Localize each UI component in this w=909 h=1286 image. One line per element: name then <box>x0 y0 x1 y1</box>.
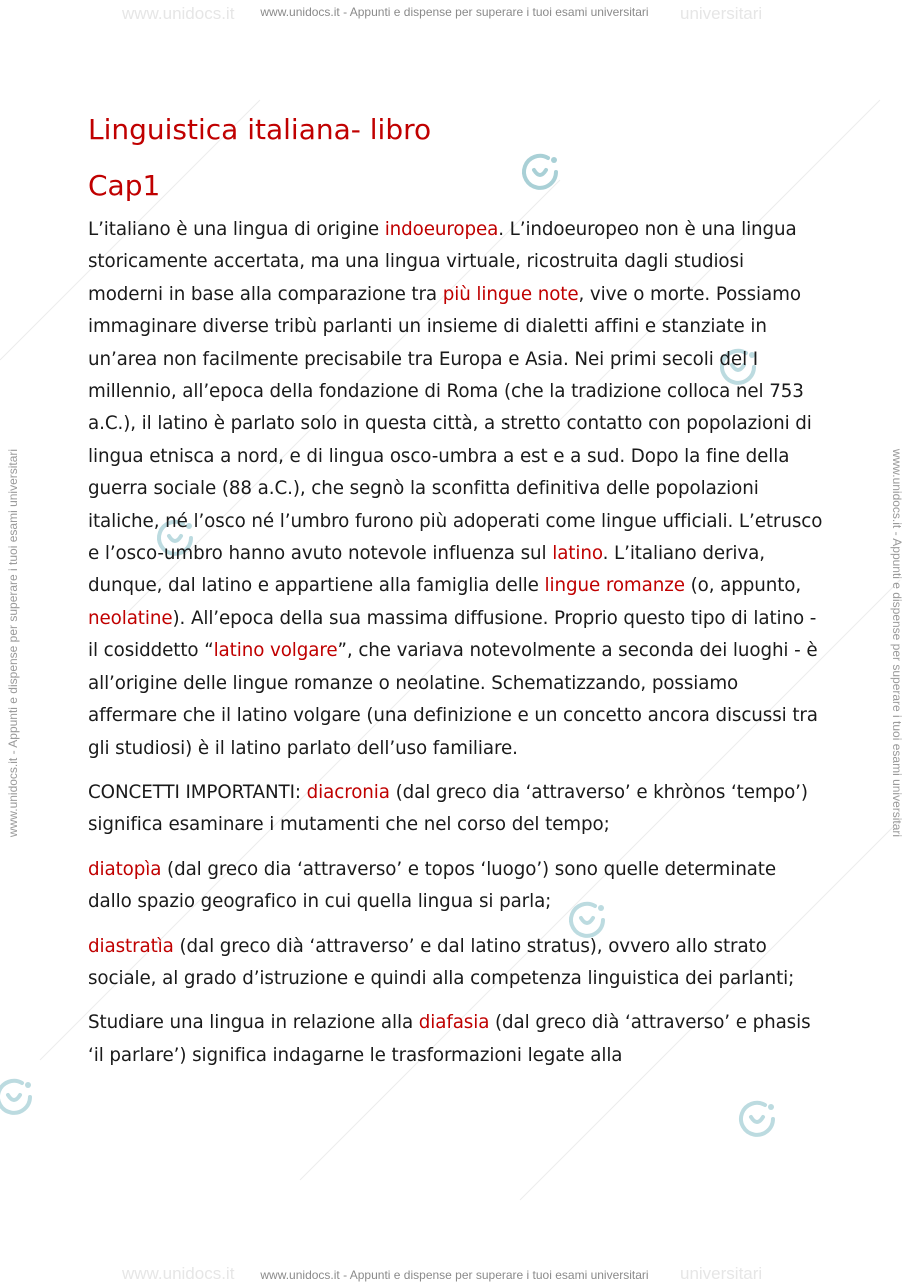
text-segment: Studiare una lingua in relazione alla <box>88 1012 419 1034</box>
footer-watermark: www.unidocs.it - Appunti e dispense per superare i tuoi esami universitari <box>260 1268 649 1282</box>
text-segment: CONCETTI IMPORTANTI: <box>88 781 307 803</box>
paragraph <box>88 1007 823 1072</box>
highlighted-term: indoeuropea <box>384 219 499 240</box>
paragraph <box>88 214 823 765</box>
header-watermark: www.unidocs.it - Appunti e dispense per superare i tuoi esami universitari <box>260 5 649 19</box>
text-segment: . L’italiano deriva, dunque, dal latino e appartiene alla famiglia delle <box>88 543 765 597</box>
side-watermark-left: www.unidocs.it - Appunti e dispense per superare i tuoi esami universitari <box>6 448 20 838</box>
highlighted-term: diacronia <box>306 781 390 803</box>
highlighted-term: latino volgare <box>213 640 338 662</box>
highlighted-term: neolatine <box>88 607 173 629</box>
unidocs-logo-icon <box>735 1097 779 1141</box>
side-watermark-right: www.unidocs.it - Appunti e dispense per superare i tuoi esami universitari <box>890 448 904 838</box>
ghost-watermark-footer-right: universitari <box>680 1264 763 1283</box>
text-segment: ). All’epoca della sua massima diffusione. Proprio questo tipo di latino - il cosiddetto “ <box>88 607 817 662</box>
highlighted-term: diastratìa <box>88 935 174 957</box>
document-content <box>88 108 823 1084</box>
text-segment: (dal greco dia ‘attraverso’ e khrònos ‘tempo’) significa esaminare i mutamenti che nel corso del tempo; <box>88 781 808 836</box>
paragraph <box>88 777 823 842</box>
paragraph-list <box>88 214 823 1072</box>
highlighted-term: lingue romanze <box>544 575 685 597</box>
highlighted-term: diafasia <box>418 1012 490 1034</box>
text-segment: , vive o morte. Possiamo immaginare diverse tribù parlanti un insieme di dialetti affini e stanziate in un’area non facilmente precisabile tra Europa e Asia. Nei primi secoli del I millennio, all’epoca della fondazione di Roma (che la tradizione colloca nel 753 a.C.), il latino è parlato solo in questa città, a stretto contatto con popolazioni di lingua etnisca a nord, e di lingua osco-umbra a est e a sud. Dopo la fine della guerra sociale (88 a.C.), che segnò la sconfitta definitiva delle popolazioni italiche, né l’osco né l’umbro furono più adoperati come lingue ufficiali. L’etrusco e l’osco-umbro hanno avuto notevole influenza sul <box>88 283 823 565</box>
text-segment: (dal greco dia ‘attraverso’ e topos ‘luogo’) sono quelle determinate dallo spazio geografico in cui quella lingua si parla; <box>88 858 776 913</box>
text-segment: (dal greco dià ‘attraverso’ e dal latino stratus), ovvero allo strato sociale, al grado d’istruzione e quindi alla competenza linguistica dei parlanti; <box>88 935 795 989</box>
text-segment: . L’indoeuropeo non è una lingua storicamente accertata, ma una lingua virtuale, ricostruita dagli studiosi moderni in base alla comparazione tra <box>88 219 797 305</box>
ghost-watermark-footer-left: www.unidocs.it <box>122 1264 235 1283</box>
highlighted-term: latino <box>552 543 603 565</box>
text-segment: (dal greco dià ‘attraverso’ e phasis ‘il parlare’) significa indagarne le trasformazioni legate alla <box>88 1012 811 1066</box>
highlighted-term: più lingue note <box>442 283 579 305</box>
highlighted-term: diatopìa <box>88 858 162 880</box>
paragraph <box>88 854 823 919</box>
text-segment: L’italiano è una lingua di origine <box>88 219 385 240</box>
paragraph <box>88 931 823 996</box>
unidocs-logo-icon <box>0 1075 36 1119</box>
text-segment: ”, che variava notevolmente a seconda dei luoghi - è all’origine delle lingue romanze o neolatine. Schematizzando, possiamo affermare che il latino volgare (una definizione e un concetto ancora discussi tra gli studiosi) è il latino parlato dell’uso familiare. <box>88 640 818 759</box>
text-segment: (o, appunto, <box>684 575 802 597</box>
ghost-watermark-left: www.unidocs.it <box>122 4 235 23</box>
document-title: Linguistica italiana- libro <box>88 113 432 146</box>
chapter-heading: Cap1 <box>88 169 161 202</box>
ghost-watermark-right: universitari <box>680 4 763 23</box>
